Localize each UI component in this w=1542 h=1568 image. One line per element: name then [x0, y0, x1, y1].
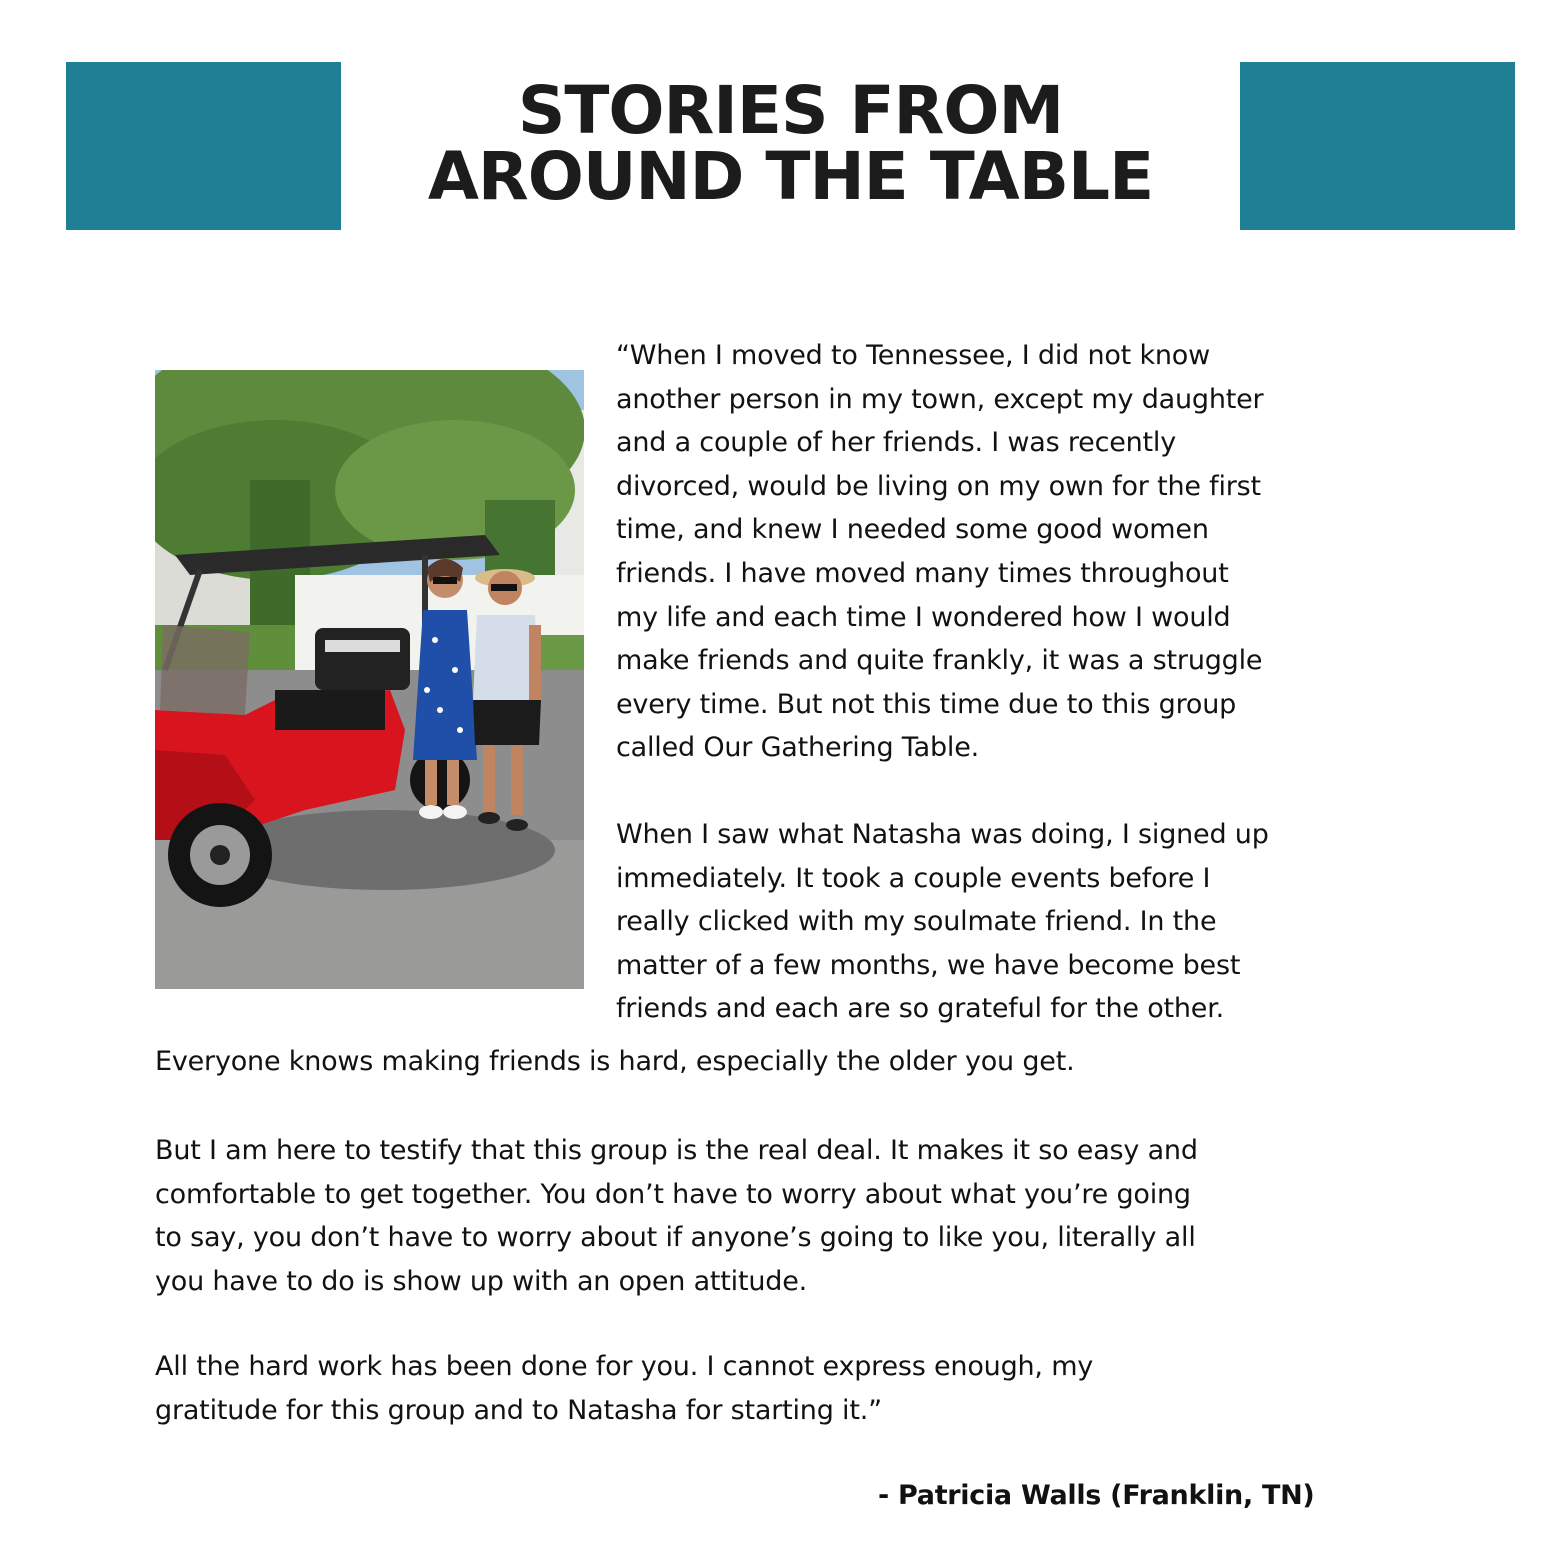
text-line: matter of a few months, we have become best: [616, 949, 1241, 981]
title-line-2: AROUND THE TABLE: [427, 138, 1154, 215]
text-line: every time. But not this time due to this group: [616, 688, 1237, 720]
story-photo: [155, 370, 584, 989]
text-line: my life and each time I wondered how I would: [616, 601, 1231, 633]
title-line-1: STORIES FROM: [517, 72, 1064, 149]
text-line: really clicked with my soulmate friend. In the: [616, 906, 1217, 938]
text-line: time, and knew I needed some good women: [616, 514, 1209, 546]
text-line: Everyone knows making friends is hard, especially the older you get.: [155, 1046, 1075, 1077]
text-line: you have to do is show up with an open attitude.: [155, 1265, 808, 1297]
text-line: another person in my town, except my daughter: [616, 383, 1264, 415]
text-line: immediately. It took a couple events before I: [616, 862, 1211, 894]
text-line: gratitude for this group and to Natasha for starting it.”: [155, 1394, 882, 1426]
text-line: and a couple of her friends. I was recently: [616, 427, 1177, 459]
text-line: comfortable to get together. You don’t have to worry about what you’re going: [155, 1178, 1191, 1210]
text-line: But I am here to testify that this group is the real deal. It makes it so easy and: [155, 1135, 1198, 1166]
story-paragraph-5: [155, 1345, 1093, 1432]
photo-two-women-golf-cart-icon: [155, 370, 584, 989]
text-line: All the hard work has been done for you. I cannot express enough, my: [155, 1351, 1094, 1382]
text-line: divorced, would be living on my own for the first: [616, 470, 1261, 502]
header-accent-bar-right: [1240, 62, 1515, 230]
text-line: make friends and quite frankly, it was a struggle: [616, 645, 1263, 677]
text-line: friends. I have moved many times throughout: [616, 557, 1229, 589]
text-line: to say, you don’t have to worry about if anyone’s going to like you, literally all: [155, 1222, 1196, 1254]
story-paragraph-3: [155, 1040, 1074, 1084]
text-line: “When I moved to Tennessee, I did not know: [616, 340, 1210, 371]
story-paragraph-1: [616, 334, 1263, 770]
text-line: friends and each are so grateful for the other.: [616, 993, 1225, 1025]
story-paragraph-2: [616, 813, 1269, 1031]
story-paragraph-4: [155, 1129, 1198, 1303]
author-signature: - Patricia Walls (Franklin, TN): [878, 1480, 1315, 1511]
page-title: [341, 72, 1240, 215]
text-line: called Our Gathering Table.: [616, 732, 979, 764]
header-accent-bar-left: [66, 62, 341, 230]
text-line: When I saw what Natasha was doing, I signed up: [616, 819, 1269, 850]
